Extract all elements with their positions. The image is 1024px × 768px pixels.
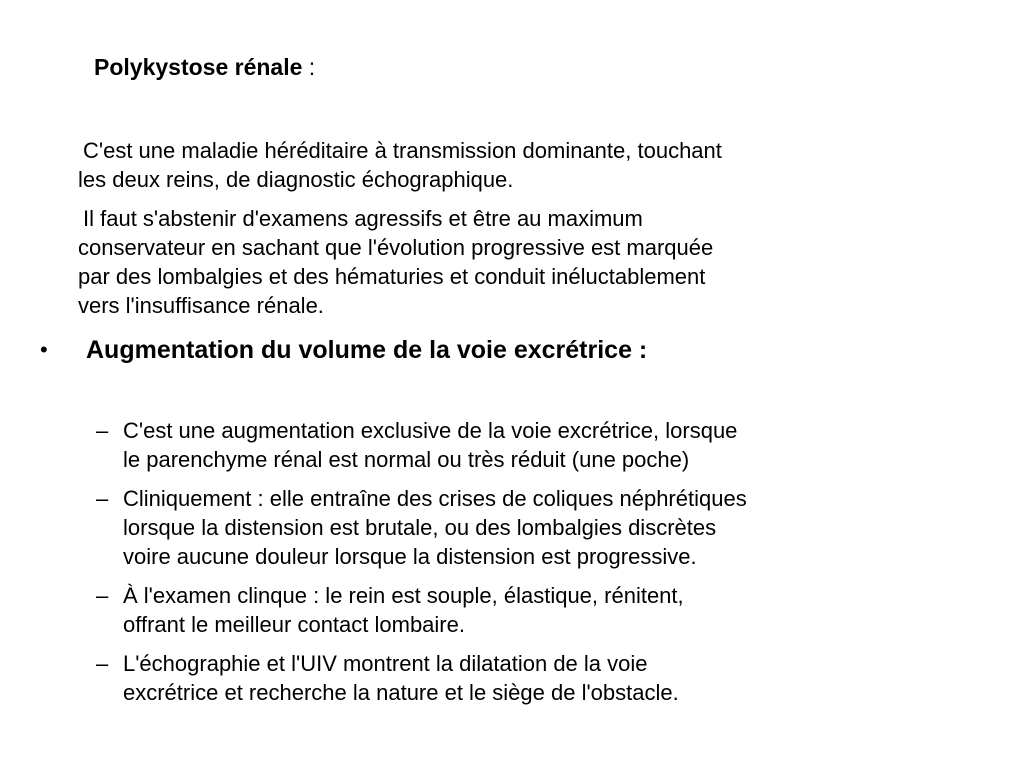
- sub-item-line: voire aucune douleur lorsque la distension est progressive.: [123, 544, 697, 569]
- sub-item-line: offrant le meilleur contact lombaire.: [123, 612, 465, 637]
- paragraph-line: C'est une maladie héréditaire à transmission dominante, touchant: [83, 138, 722, 163]
- dash-marker: –: [96, 418, 109, 443]
- sub-item-text: [123, 416, 737, 474]
- sub-item-line: lorsque la distension est brutale, ou des lombalgies discrètes: [123, 515, 717, 540]
- dash-marker: –: [96, 651, 109, 676]
- sub-item-line: À l'examen clinque : le rein est souple, élastique, rénitent,: [123, 583, 684, 608]
- bullet-marker: •: [40, 337, 48, 362]
- dash-marker: –: [96, 486, 109, 511]
- sub-item-text: [123, 484, 747, 571]
- sub-item-text: [123, 581, 684, 639]
- paragraph-line: conservateur en sachant que l'évolution progressive est marquée: [78, 235, 714, 260]
- paragraph-line: Il faut s'abstenir d'examens agressifs et être au maximum: [83, 206, 643, 231]
- bullet-heading: Augmentation du volume de la voie excrétrice :: [86, 336, 648, 364]
- paragraph-management: [78, 204, 948, 320]
- sub-item-text: [123, 649, 679, 707]
- sub-item-line: le parenchyme rénal est normal ou très réduit (une poche): [123, 447, 690, 472]
- bullet-item: [40, 333, 980, 367]
- heading-colon: :: [302, 54, 316, 80]
- paragraph-line: vers l'insuffisance rénale.: [78, 293, 324, 318]
- sub-item-line: Cliniquement : elle entraîne des crises de coliques néphrétiques: [123, 486, 747, 511]
- section-heading: [94, 52, 315, 82]
- sub-item-line: L'échographie et l'UIV montrent la dilatation de la voie: [123, 651, 648, 676]
- paragraph-definition: [78, 136, 948, 194]
- sub-item-line: C'est une augmentation exclusive de la voie excrétrice, lorsque: [123, 418, 738, 443]
- dash-marker: –: [96, 583, 109, 608]
- heading-title: Polykystose rénale: [94, 54, 303, 80]
- sub-item-line: excrétrice et recherche la nature et le siège de l'obstacle.: [123, 680, 679, 705]
- paragraph-line: les deux reins, de diagnostic échographique.: [78, 167, 514, 192]
- paragraph-line: par des lombalgies et des hématuries et conduit inéluctablement: [78, 264, 706, 289]
